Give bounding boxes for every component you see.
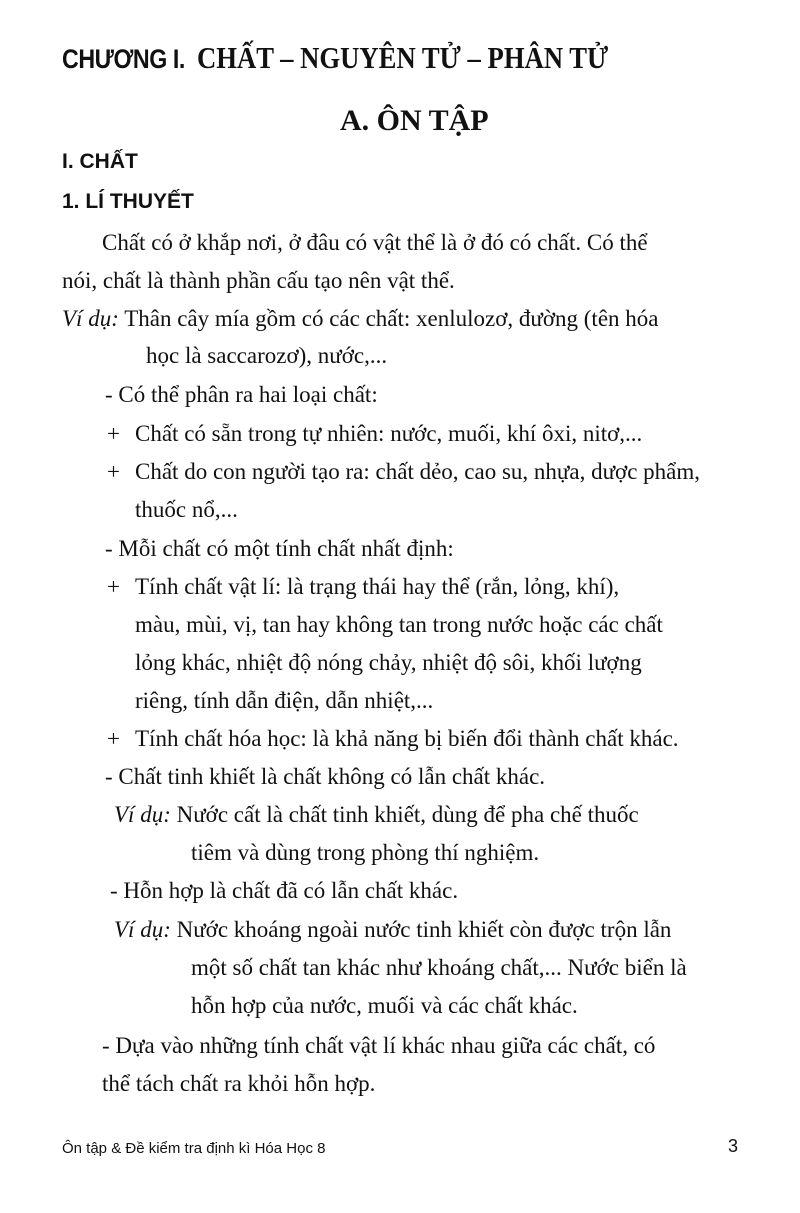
page-number: 3 bbox=[728, 1136, 739, 1156]
list-item-cont: riêng, tính dẫn điện, dẫn nhiệt,... bbox=[135, 688, 434, 713]
example-line: Ví dụ: Thân cây mía gồm có các chất: xenlulozơ, đường (tên hóa bbox=[62, 306, 659, 331]
list-item: + Tính chất hóa học: là khả năng bị biến đổi thành chất khác. bbox=[107, 726, 679, 751]
example-line: học là saccarozơ), nước,... bbox=[146, 343, 388, 368]
list-item-cont: thuốc nổ,... bbox=[135, 497, 238, 522]
example-label: Ví dụ: bbox=[62, 306, 119, 331]
list-item: - Có thể phân ra hai loại chất: bbox=[105, 382, 378, 407]
example-label: Ví dụ: bbox=[114, 802, 171, 827]
list-item: + Tính chất vật lí: là trạng thái hay thể (rắn, lỏng, khí), bbox=[107, 574, 620, 599]
plus-bullet: + bbox=[107, 574, 120, 599]
chapter-title: CHẤT – NGUYÊN TỬ – PHÂN TỬ bbox=[196, 40, 609, 75]
list-item-cont: lỏng khác, nhiệt độ nóng chảy, nhiệt độ sôi, khối lượng bbox=[135, 650, 642, 675]
footer-title: Ôn tập & Đề kiểm tra định kì Hóa Học 8 bbox=[62, 1140, 326, 1157]
list-item: - Hỗn hợp là chất đã có lẫn chất khác. bbox=[110, 878, 459, 903]
paragraph-line: nói, chất là thành phần cấu tạo nên vật thể. bbox=[62, 268, 455, 293]
example-label: Ví dụ: bbox=[114, 917, 171, 942]
example-line: tiêm và dùng trong phòng thí nghiệm. bbox=[191, 840, 540, 865]
list-item-cont: màu, mùi, vị, tan hay không tan trong nước hoặc các chất bbox=[135, 612, 663, 637]
paragraph-line: Chất có ở khắp nơi, ở đâu có vật thể là ở đó có chất. Có thể bbox=[102, 230, 648, 255]
plus-bullet: + bbox=[107, 459, 120, 484]
plus-bullet: + bbox=[107, 421, 120, 446]
chapter-label: CHƯƠNG I. bbox=[62, 44, 185, 74]
example-line: Ví dụ: Nước khoáng ngoài nước tinh khiết còn được trộn lẫn bbox=[114, 917, 672, 942]
chapter-heading bbox=[62, 40, 608, 76]
paragraph-line: thể tách chất ra khỏi hỗn hợp. bbox=[102, 1071, 376, 1096]
list-item: - Mỗi chất có một tính chất nhất định: bbox=[105, 536, 454, 561]
heading-li-thuyet: 1. LÍ THUYẾT bbox=[62, 190, 194, 213]
example-line: Ví dụ: Nước cất là chất tinh khiết, dùng để pha chế thuốc bbox=[114, 802, 639, 827]
example-line: hỗn hợp của nước, muối và các chất khác. bbox=[191, 993, 578, 1018]
section-title: A. ÔN TẬP bbox=[340, 104, 489, 137]
plus-bullet: + bbox=[107, 726, 120, 751]
heading-chat: I. CHẤT bbox=[62, 150, 138, 173]
list-item: - Chất tinh khiết là chất không có lẫn chất khác. bbox=[105, 764, 546, 789]
example-line: một số chất tan khác như khoáng chất,... Nước biển là bbox=[191, 955, 687, 980]
paragraph-line: - Dựa vào những tính chất vật lí khác nhau giữa các chất, có bbox=[102, 1033, 656, 1058]
list-item: + Chất có sẵn trong tự nhiên: nước, muối, khí ôxi, nitơ,... bbox=[107, 421, 643, 446]
list-item: + Chất do con người tạo ra: chất dẻo, cao su, nhựa, dược phẩm, bbox=[107, 459, 701, 484]
